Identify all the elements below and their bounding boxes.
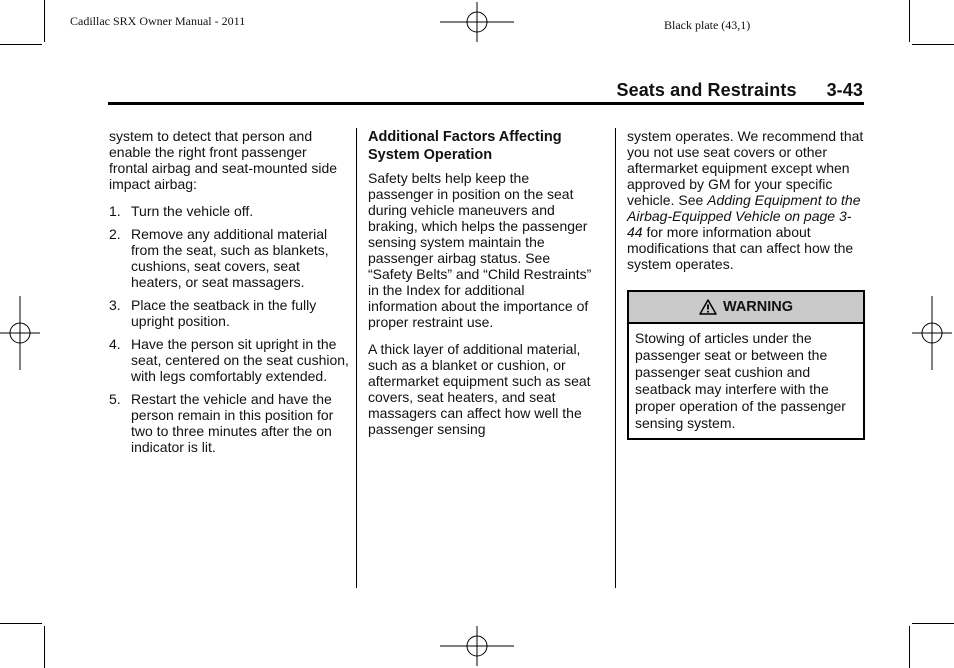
- step-number: 4.: [109, 336, 121, 352]
- crop-mark: [44, 0, 45, 42]
- registration-mark-icon: [912, 296, 952, 370]
- paragraph-text: system operates. We recommend that you not use seat covers or other aftermarket equipment except when approved by GM for your specific vehicle. See: [627, 128, 864, 208]
- warning-triangle-icon: [699, 299, 717, 315]
- paragraph: A thick layer of additional material, such as a blanket or cushion, or aftermarket equipment such as seat covers, seat heaters, and seat massagers can affect how well the passenger sensing: [368, 341, 591, 437]
- registration-mark-icon: [0, 296, 40, 370]
- step-number: 1.: [109, 203, 121, 219]
- column-divider: [615, 128, 616, 588]
- step-text: Have the person sit upright in the seat, centered on the seat cushion, with legs comfortably extended.: [131, 336, 349, 384]
- paragraph: [627, 128, 865, 272]
- steps-list: [109, 203, 349, 455]
- step-text: Place the seatback in the fully upright position.: [131, 297, 317, 329]
- column-divider: [356, 128, 357, 588]
- warning-body: Stowing of articles under the passenger seat or between the passenger seat cushion and seatback may interfere with the proper operation of the passenger sensing system.: [635, 330, 846, 431]
- intro-paragraph: system to detect that person and enable the right front passenger frontal airbag and seat-mounted side impact airbag:: [109, 128, 338, 192]
- crop-mark: [912, 623, 954, 624]
- page-number: 3-43: [826, 80, 863, 100]
- step-number: 2.: [109, 226, 121, 242]
- crop-mark: [0, 44, 42, 45]
- list-item: [109, 336, 349, 384]
- step-text: Restart the vehicle and have the person remain in this position for two to three minutes after the on indicator is lit.: [131, 391, 334, 455]
- warning-title: WARNING: [722, 299, 794, 315]
- crop-mark: [909, 0, 910, 42]
- step-text: Remove any additional material from the seat, such as blankets, cushions, seat covers, seat heaters, or seat massagers.: [131, 226, 329, 290]
- manual-title: Cadillac SRX Owner Manual - 2011: [70, 14, 246, 28]
- list-item: [109, 391, 349, 455]
- warning-box: [627, 290, 865, 440]
- list-item: [109, 226, 349, 290]
- section-header: [616, 80, 863, 101]
- crop-mark: [0, 623, 42, 624]
- list-item: [109, 297, 349, 329]
- header-rule: [108, 102, 864, 105]
- column-3: [627, 128, 865, 440]
- crop-mark: [912, 44, 954, 45]
- step-text: Turn the vehicle off.: [131, 203, 254, 219]
- column-2: [368, 128, 596, 448]
- paragraph-text: for more information about modifications that can affect how the system operates.: [627, 224, 854, 272]
- paragraph: Safety belts help keep the passenger in position on the seat during vehicle maneuvers and braking, which helps the passenger sensing system maintain the passenger airbag status. See “Safety Belts” and “Child Restraints” in the Index for additional information about the importance of proper restraint use.: [368, 170, 592, 330]
- crop-mark: [44, 626, 45, 668]
- list-item: [109, 203, 349, 219]
- cross-reference: Adding Equipment to the Airbag-Equipped Vehicle on page 3-44: [627, 192, 861, 240]
- step-number: 5.: [109, 391, 121, 407]
- plate-label: Black plate (43,1): [664, 18, 751, 32]
- warning-header: [629, 292, 863, 324]
- step-number: 3.: [109, 297, 121, 313]
- registration-mark-icon: [440, 2, 514, 42]
- crop-mark: [909, 626, 910, 668]
- section-title: Seats and Restraints: [616, 80, 797, 100]
- registration-mark-icon: [440, 626, 514, 666]
- column-1: [109, 128, 349, 462]
- subsection-heading: Additional Factors Affecting System Operation: [368, 129, 562, 163]
